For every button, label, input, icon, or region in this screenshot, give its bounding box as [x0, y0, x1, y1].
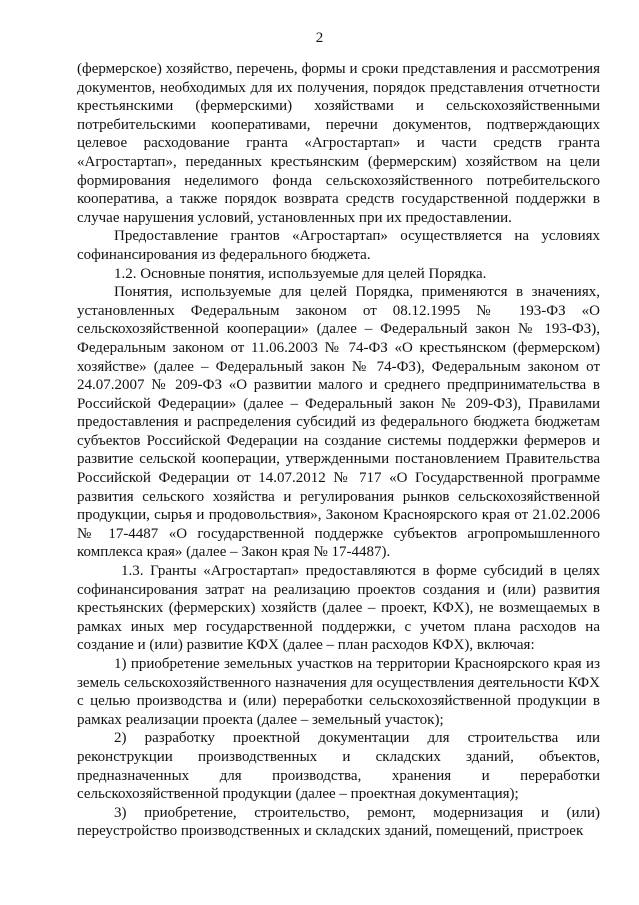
- section-1-3-paragraph: 1.3. Гранты «Агростартап» предоставляются в форме субсидий в целях софинансирования затрат на реализацию проектов создания и (или) развития крестьянских (фермерских) хозяйств (далее – проект, КФХ), не возмещаемых в рамках иных мер государственной поддержки, с учетом плана расходов на создание и (или) развитие КФХ (далее – план расходов КФХ), включая:: [77, 563, 600, 654]
- paragraph-definitions: Понятия, используемые для целей Порядка, применяются в значениях, установленных Федеральным законом от 08.12.1995 № 193-ФЗ «О сельскохозяйственной кооперации» (далее – Федеральный закон № 193-ФЗ), Федеральным законом от 11.06.2003 № 74-ФЗ «О крестьянском (фермерском) хозяйстве» (далее – Федеральный закон № 74-ФЗ), Федеральным законом от 24.07.2007 № 209-ФЗ «О развитии малого и среднего предпринимательства в Российской Федерации» (далее – Федеральный закон № 209-ФЗ), Правилами предоставления и распределения субсидий из федерального бюджета бюджетам субъектов Российской Федерации на создание системы поддержки фермеров и развитие сельской кооперации, утвержденными постановлением Правительства Российской Федерации от 14.07.2012 № 717 «О Государственной программе развития сельского хозяйства и регулирования рынков сельскохозяйственной продукции, сырья и продовольствия», Законом Красноярского края от 21.02.2006 № 17-4487 «О государственной поддержке субъектов агропромышленного комплекса края» (далее – Закон края № 17-4487).: [77, 284, 600, 561]
- document-body: [77, 60, 600, 841]
- section-1-2-heading: 1.2. Основные понятия, используемые для целей Порядка.: [114, 265, 487, 282]
- page-number: 2: [315, 30, 324, 46]
- list-item-3: 3) приобретение, строительство, ремонт, модернизация и (или) переустройство производственных и складских зданий, помещений, пристроек: [77, 804, 600, 840]
- list-item-2: 2) разработку проектной документации для строительства или реконструкции производственных и складских зданий, объектов, предназначенных для производства, хранения и переработки сельскохозяйственной продукции (далее – проектная документация);: [77, 730, 600, 803]
- paragraph-cofinancing: Предоставление грантов «Агростартап» осуществляется на условиях софинансирования из федерального бюджета.: [77, 228, 600, 263]
- paragraph-intro-continuation: (фермерское) хозяйство, перечень, формы и сроки представления и рассмотрения документов, необходимых для их получения, порядок представления отчетности крестьянскими (фермерскими) хозяйствами и сельскохозяйственными потребительскими кооперативами, перечни документов, подтверждающих целевое расходование гранта «Агростартап» и части средств гранта «Агростартап», переданных крестьянским (фермерским) хозяйством на цели формирования неделимого фонда сельскохозяйственного потребительского кооператива, а также порядок возврата средств государственной поддержки в случае нарушения условий, установленных при их предоставлении.: [77, 61, 600, 226]
- list-item-1: 1) приобретение земельных участков на территории Красноярского края из земель сельскохозяйственного назначения для осуществления деятельности КФХ с целью производства и (или) переработки сельскохозяйственной продукции в рамках реализации проекта (далее – земельный участок);: [77, 656, 600, 728]
